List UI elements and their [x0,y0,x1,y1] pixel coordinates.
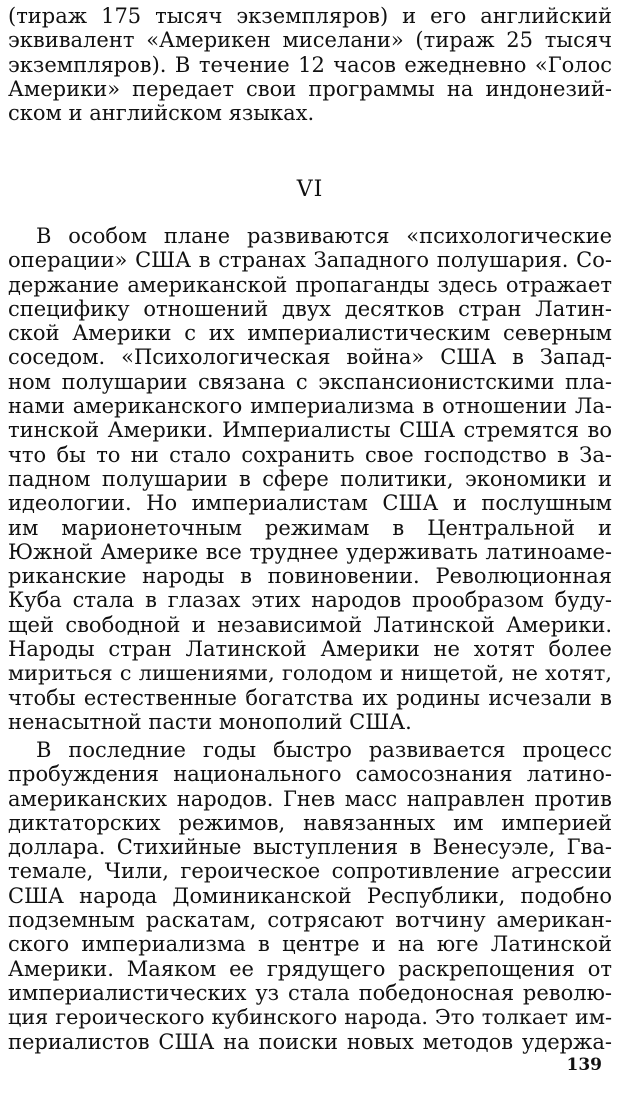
text-line: чтобы естественные богатства их родины исчезали в [8,685,612,710]
text-line: идеологии. Но империалистам США и послушным [8,491,612,516]
text-line: доллара. Стихийные выступления в Венесуэле, Гва- [8,835,612,860]
text-line: держание американской пропаганды здесь отражает [8,272,612,297]
text-line: щей свободной и независимой Латинской Америки. [8,612,612,637]
text-line: падном полушарии в сфере политики, экономики и [8,466,612,491]
paragraph-continuation [8,4,612,125]
text-line: ненасытной пасти монополий США. [8,709,412,734]
text-line: пробуждения национального самосознания латино- [8,762,612,787]
text-line: им марионеточным режимам в Центральной и [8,515,612,540]
text-line: подземным раскатам, сотрясают вотчину американ- [8,908,612,933]
text-line: тинской Америки. Империалисты США стремятся во [8,418,612,443]
text-line: Америки» передает свои программы на индонезий- [8,76,612,101]
text-line: Америки. Маяком ее грядущего раскрепощения от [8,956,612,981]
section-heading: VI [296,177,324,202]
text-line: мириться с лишениями, голодом и нищетой, не хотят, [8,661,612,686]
text-line: экземпляров). В течение 12 часов ежедневно «Голос [8,52,612,77]
text-line: США народа Доминиканской Республики, подобно [8,883,612,908]
text-line: Народы стран Латинской Америки не хотят более [8,637,612,662]
text-line: американских народов. Гнев масс направлен против [8,786,612,811]
text-line: (тираж 175 тысяч экземпляров) и его английский [8,4,612,28]
text-line: В особом плане развиваются «психологические [36,224,612,248]
text-line: специфику отношений двух десятков стран Латин- [8,296,612,321]
text-line: операции» США в странах Западного полушария. Со- [8,248,612,273]
paragraph [8,738,612,1054]
text-line: империалистических уз стала победоносная револю- [8,980,612,1005]
page-number: 139 [566,1055,602,1075]
text-line: эквивалент «Америкен миселани» (тираж 25 тысяч [8,28,612,53]
text-line: ском и английском языках. [8,101,315,126]
text-line: ном полушарии связана с экспансионистскими пла- [8,369,612,394]
paragraph [8,224,612,734]
text-line: В последние годы быстро развивается процесс [36,738,612,762]
text-line: ция героического кубинского народа. Это толкает им- [8,1005,612,1030]
text-line: соседом. «Психологическая война» США в Запад- [8,345,612,370]
text-line: Куба стала в глазах этих народов прообразом буду- [8,588,612,613]
text-line: ского империализма в центре и на юге Латинской [8,932,612,957]
text-line: Южной Америке все труднее удерживать латиноаме- [8,539,612,564]
text-line: ской Америки с их империалистическим северным [8,321,612,346]
text-line: периалистов США на поиски новых методов удержа- [8,1029,612,1054]
text-line: нами американского империализма в отношении Ла- [8,394,612,419]
text-line: темале, Чили, героическое сопротивление агрессии [8,859,612,884]
text-line: что бы то ни стало сохранить свое господство в За- [8,442,612,467]
text-line: риканские народы в повиновении. Революционная [8,564,612,589]
text-line: диктаторских режимов, навязанных им империей [8,810,612,835]
